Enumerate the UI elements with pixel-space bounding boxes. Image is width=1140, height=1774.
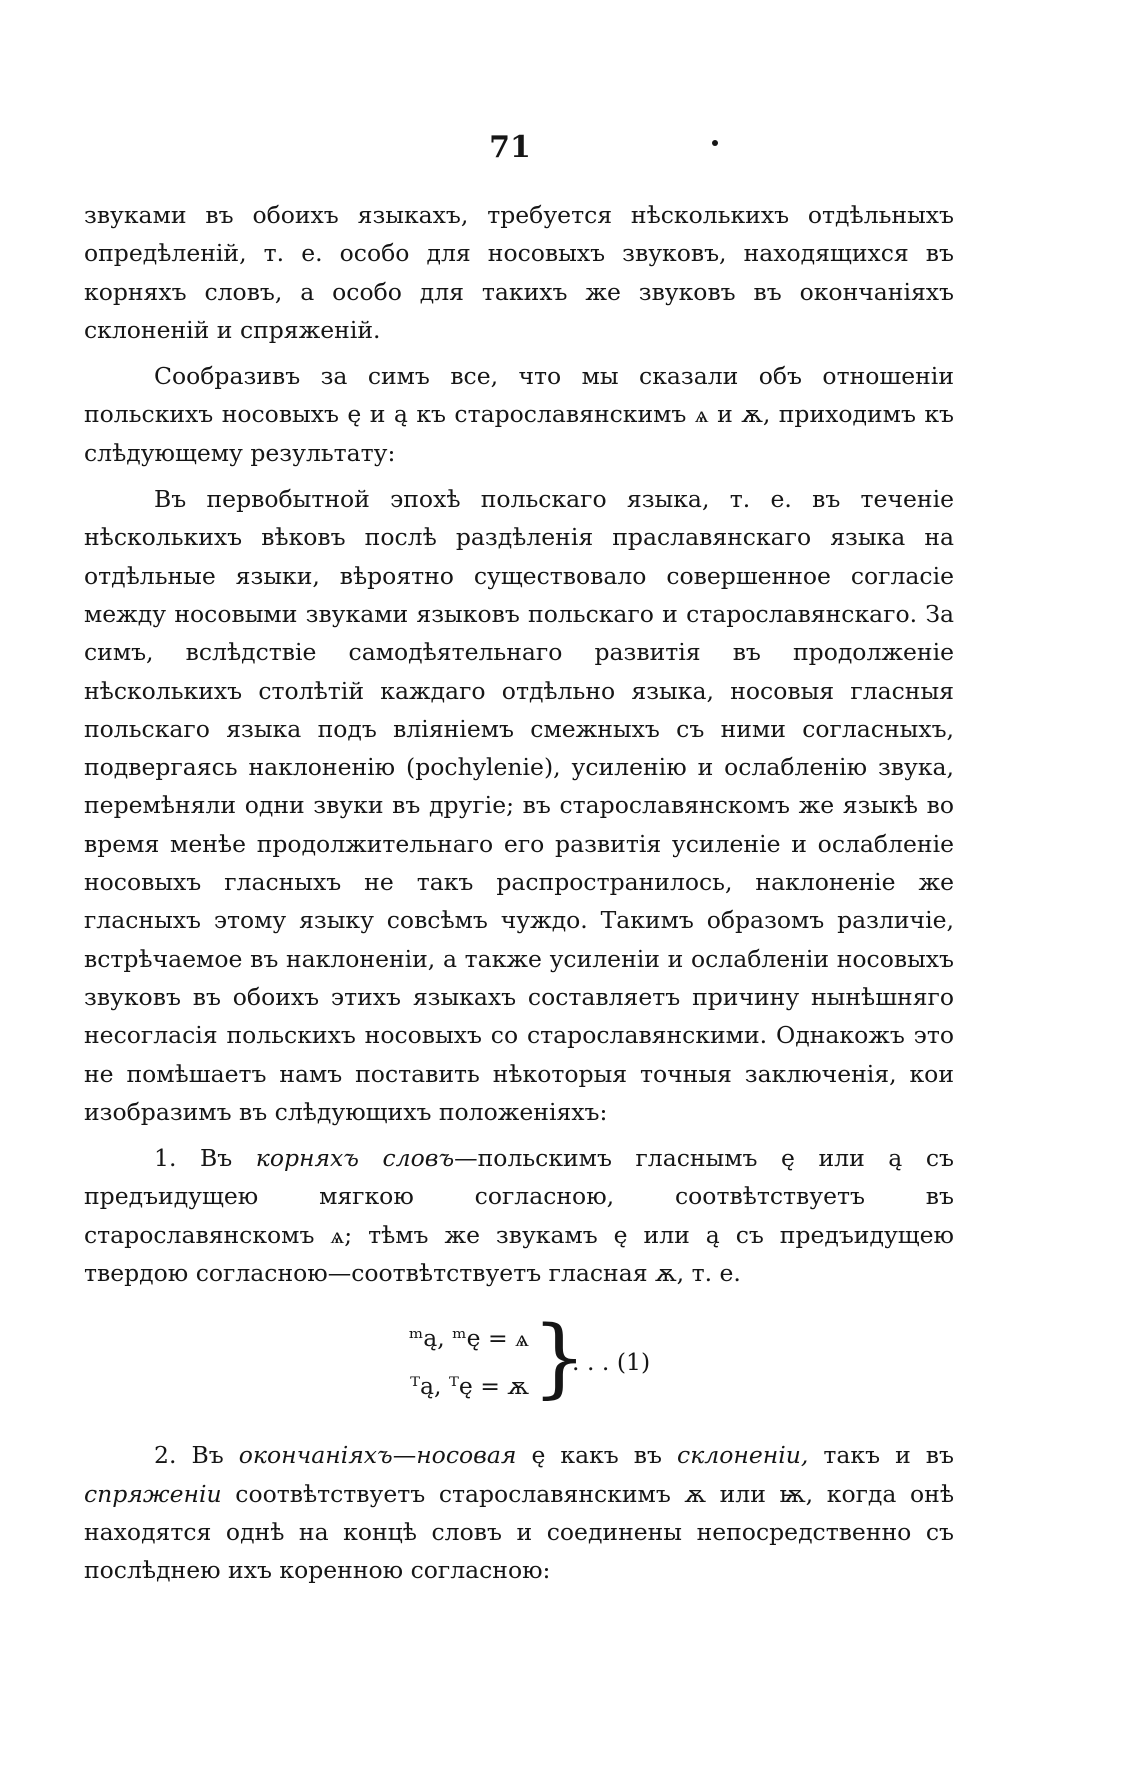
rule-1-text: —польскимъ гласнымъ ę или ą съ предъидущею мягкою согласною, соотвѣтствуетъ въ старославянскомъ ѧ; тѣмъ же звукамъ ę или ą съ предъидущею твердою согласною—соотвѣтствуетъ гласная ѫ, т. е. xyxy=(84,1144,954,1288)
formula-label: . . . (1) xyxy=(572,1348,651,1377)
rule-2-term-conjugation: спряженіи xyxy=(84,1479,222,1508)
rule-2-term-nasal: носовая xyxy=(416,1441,517,1470)
rule-2-mid-2: такъ и въ xyxy=(808,1441,954,1470)
rule-2-prefix: Въ xyxy=(191,1441,224,1470)
rule-2 xyxy=(84,1436,954,1589)
page-number: 71 xyxy=(489,130,531,165)
rule-1-prefix: Въ xyxy=(199,1144,233,1173)
rule-1-number: 1. xyxy=(154,1144,177,1173)
rule-2-number: 2. xyxy=(154,1441,177,1470)
rule-1-term: корняхъ словъ xyxy=(255,1144,455,1173)
rule-2-mid: ę какъ въ xyxy=(516,1441,678,1470)
rule-2-dash: — xyxy=(392,1441,417,1470)
paragraph-history: Въ первобытной эпохѣ польскаго языка, т. е. въ теченіе нѣсколькихъ вѣковъ послѣ раздѣленія праславянскаго языка на отдѣльные языки, вѣроятно существовало совершенное согласіе между носовыми звуками языковъ польскаго и старославянскаго. За симъ, вслѣдствіе самодѣятельнаго развитія въ продолженіе нѣсколькихъ столѣтій каждаго отдѣльно языка, носовыя гласныя польскаго языка подъ вліяніемъ смежныхъ съ ними согласныхъ, подвергаясь наклоненію (pochylenie), усиленію и ослабленію звука, перемѣняли одни звуки въ другіе; въ старославянскомъ же языкѣ во время менѣе продолжительнаго его развитія усиленіе и ослабленіе носовыхъ гласныхъ не такъ распространилось, наклоненіе же гласныхъ этому языку совсѣмъ чуждо. Такимъ образомъ различіе, встрѣчаемое въ наклоненіи, а также усиленіи и ослабленіи носовыхъ звуковъ въ обоихъ этихъ языкахъ составляетъ причину нынѣшняго несогласія польскихъ носовыхъ со старославянскими. Однакожъ это не помѣшаетъ намъ поставить нѣкоторыя точныя заключенія, кои изобразимъ въ слѣдующихъ положеніяхъ: xyxy=(84,485,954,1126)
formula-lines xyxy=(329,1314,529,1410)
rule-2-term-declension: склоненіи, xyxy=(677,1441,809,1470)
rule-1 xyxy=(84,1139,954,1292)
rule-2-text: соотвѣтствуетъ старославянскимъ ѫ или ѭ, когда онѣ находятся однѣ на концѣ словъ и соединены непосредственно съ послѣднею ихъ коренною согласною: xyxy=(84,1479,954,1585)
scan-speck xyxy=(712,140,718,146)
paragraph-continuation: звуками въ обоихъ языкахъ, требуется нѣсколькихъ отдѣльныхъ опредѣленій, т. е. особо для носовыхъ звуковъ, находящихся въ корняхъ словъ, а особо для такихъ же звуковъ въ окончаніяхъ склоненій и спряженій. xyxy=(84,201,954,344)
paragraph-summary: Сообразивъ за симъ все, что мы сказали объ отношеніи польскихъ носовыхъ ę и ą къ старославянскимъ ѧ и ѫ, приходимъ къ слѣдующему результату: xyxy=(84,362,954,467)
page-body xyxy=(84,196,954,1590)
formula-line-soft: ᵐą, ᵐę = ѧ xyxy=(408,1324,529,1353)
formula-1 xyxy=(84,1306,954,1424)
formula-brace: } xyxy=(532,1308,587,1409)
formula-line-hard: ᵀą, ᵀę = ѫ xyxy=(410,1372,529,1401)
rule-2-term-endings: окончаніяхъ xyxy=(238,1441,393,1470)
